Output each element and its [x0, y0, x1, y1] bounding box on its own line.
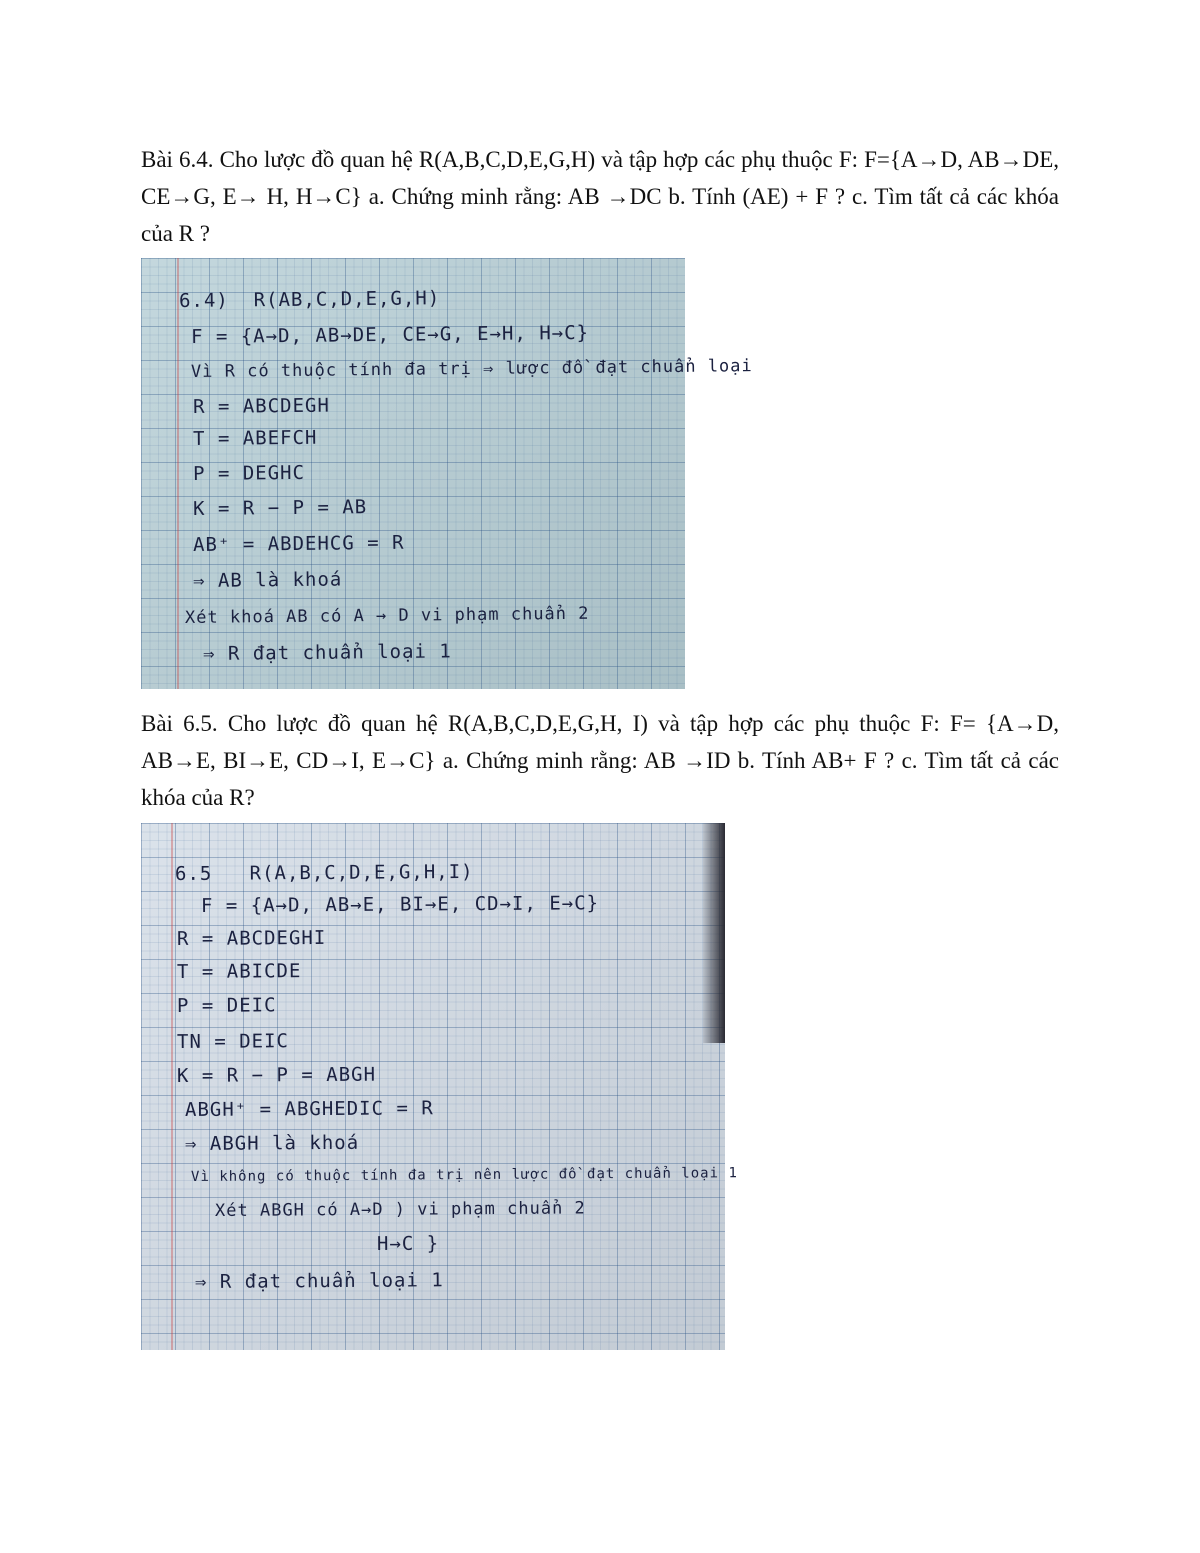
note-line: ⇒ ABGH là khoá [184, 1131, 360, 1155]
note-line: TN = DEIC [176, 1030, 290, 1053]
problem-6-5-text: Bài 6.5. Cho lược đồ quan hệ R(A,B,C,D,E,G,H, I) và tập hợp các phụ thuộc F: F= {A→D, AB→E, BI→E, CD→I, E→C} a. Chứng minh rằng: AB →ID b. Tính AB+ F ? c. Tìm tất cả các khóa của R? [141, 711, 1059, 810]
notebook-margin-line [171, 823, 173, 1350]
note-line: T = ABICDE [176, 960, 302, 983]
note-line: ABGH⁺ = ABGHEDIC = R [184, 1097, 434, 1121]
problem-6-4-text: Bài 6.4. Cho lược đồ quan hệ R(A,B,C,D,E,G,H) và tập hợp các phụ thuộc F: F={A→D, AB→DE, CE→G, E→ H, H→C} a. Chứng minh rằng: AB →DC b. Tính (AE) + F ? c. Tìm tất cả các khóa của R ? [141, 147, 1059, 246]
note-line: 6.4) R(AB,C,D,E,G,H) [178, 287, 441, 312]
note-line: R = ABCDEGHI [176, 926, 327, 950]
note-line: H→C } [376, 1232, 440, 1255]
photo-shadow [703, 823, 725, 1043]
note-line: Vì không có thuộc tính đa trị nên lược đồ đạt chuẩn loại 1 [190, 1165, 738, 1185]
handwritten-solution-6-4-photo [141, 258, 753, 689]
note-line: ⇒ AB là khoá [192, 568, 343, 592]
notebook-margin-line [177, 258, 179, 689]
note-line: T = ABEFCH [192, 426, 318, 450]
handwritten-solution-6-5-photo [141, 823, 738, 1350]
note-line: R = ABCDEGH [192, 394, 330, 418]
note-line: F = {A→D, AB→DE, CE→G, E→H, H→C} [190, 321, 590, 348]
note-line: ⇒ R đạt chuẩn loại 1 [202, 640, 452, 665]
note-line: P = DEGHC [192, 461, 306, 485]
note-line: Vì R có thuộc tính đa trị ⇒ lược đồ đạt chuẩn loại [190, 356, 753, 382]
note-line: K = R − P = ABGH [176, 1063, 377, 1087]
note-line: F = {A→D, AB→E, BI→E, CD→I, E→C} [200, 892, 600, 917]
note-line: Xét khoá AB có A → D vi phạm chuẩn 2 [184, 603, 590, 628]
note-line: P = DEIC [176, 994, 277, 1017]
note-line: K = R − P = AB [192, 496, 368, 520]
note-line: ⇒ R đạt chuẩn loại 1 [194, 1269, 444, 1293]
note-line: AB⁺ = ABDEHCG = R [192, 531, 405, 556]
note-line: Xét ABGH có A→D ) vi phạm chuẩn 2 [214, 1198, 586, 1221]
note-line: 6.5 R(A,B,C,D,E,G,H,I) [174, 860, 474, 885]
